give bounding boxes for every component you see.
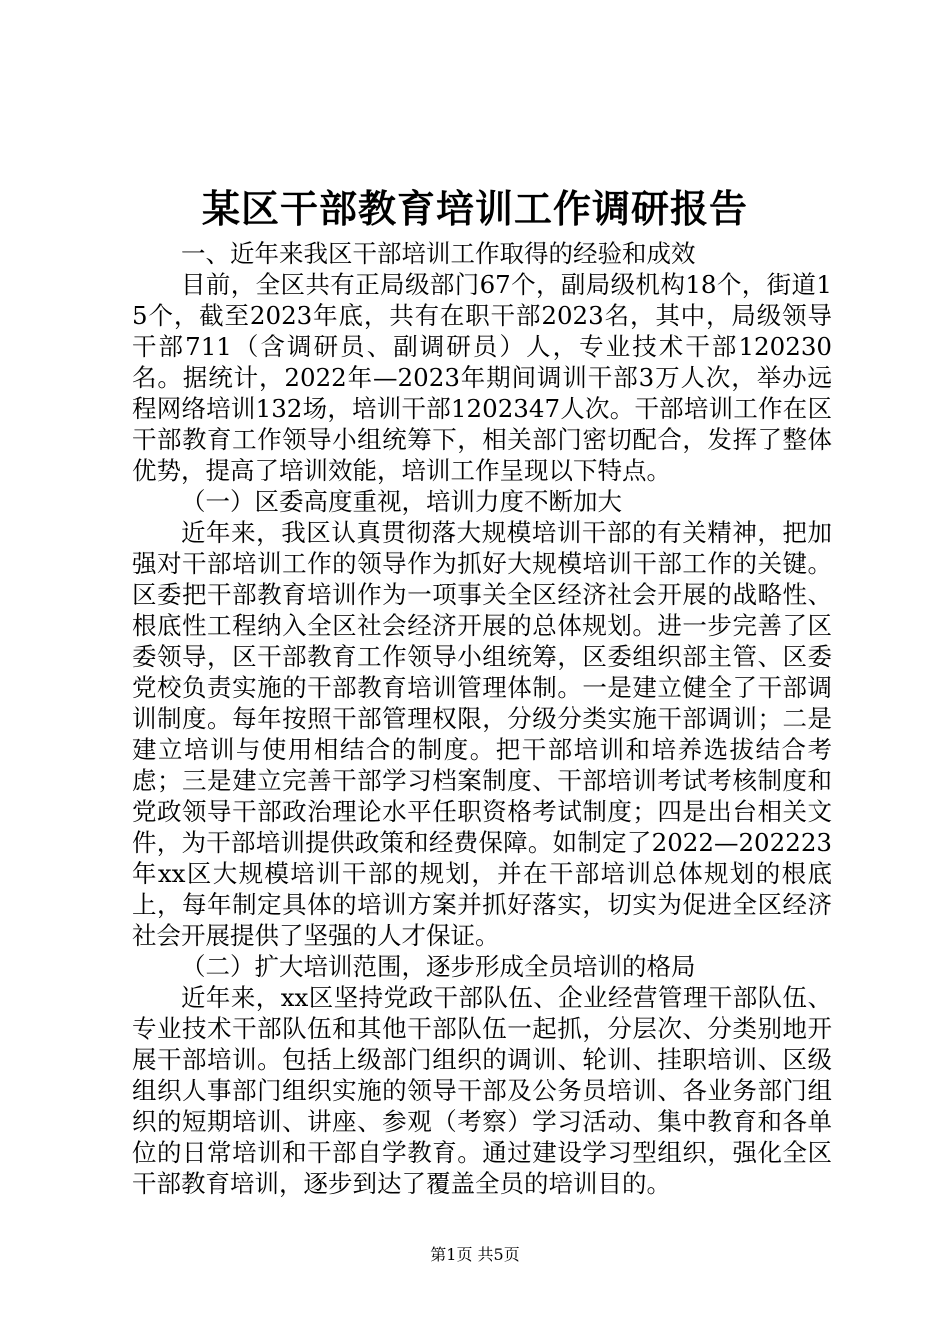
paragraph: 目前，全区共有正局级部门67个，副局级机构18个，街道15个，截至2023年底，共有在职干部2023名，其中，局级领导干部711（含调研员、副调研员）人，专业技术干部120230名。据统计，2022年—2023年期间调训干部3万人次，举办远程网络培训132场，培训干部1202347人次。干部培训工作在区干部教育工作领导小组统筹下，相关部门密切配合，发挥了整体优势，提高了培训效能，培训工作呈现以下特点。	[132, 270, 832, 485]
paragraph: 近年来，我区认真贯彻落大规模培训干部的有关精神，把加强对干部培训工作的领导作为抓好大规模培训干部工作的关键。区委把干部教育培训作为一项事关全区经济社会开展的战略性、根底性工程纳入全区社会经济开展的总体规划。进一步完善了区委领导，区干部教育工作领导小组统筹，区委组织部主管、区委党校负责实施的干部教育培训管理体制。一是建立健全了干部调训制度。每年按照干部管理权限，分级分类实施干部调训；二是建立培训与使用相结合的制度。把干部培训和培养选拔结合考虑；三是建立完善干部学习档案制度、干部培训考试考核制度和党政领导干部政治理论水平任职资格考试制度；四是出台相关文件，为干部培训提供政策和经费保障。如制定了2022—202223年xx区大规模培训干部的规划，并在干部培训总体规划的根底上，每年制定具体的培训方案并抓好落实，切实为促进全区经济社会开展提供了坚强的人才保证。	[132, 518, 832, 950]
paragraph: 近年来，xx区坚持党政干部队伍、企业经营管理干部队伍、专业技术干部队伍和其他干部队伍一起抓，分层次、分类别地开展干部培训。包括上级部门组织的调训、轮训、挂职培训、区级组织人事部门组织实施的领导干部及公务员培训、各业务部门组织的短期培训、讲座、参观（考察）学习活动、集中教育和各单位的日常培训和干部自学教育。通过建设学习型组织，强化全区干部教育培训，逐步到达了覆盖全员的培训目的。	[132, 983, 832, 1198]
page-footer: 第1页 共5页	[430, 1245, 520, 1264]
subsection-heading: （二）扩大培训范围，逐步形成全员培训的格局	[181, 952, 696, 981]
section-heading: 一、近年来我区干部培训工作取得的经验和成效	[181, 239, 696, 268]
document-title: 某区干部教育培训工作调研报告	[201, 186, 748, 231]
subsection-heading: （一）区委高度重视，培训力度不断加大	[181, 487, 622, 516]
document-body	[132, 238, 832, 1199]
